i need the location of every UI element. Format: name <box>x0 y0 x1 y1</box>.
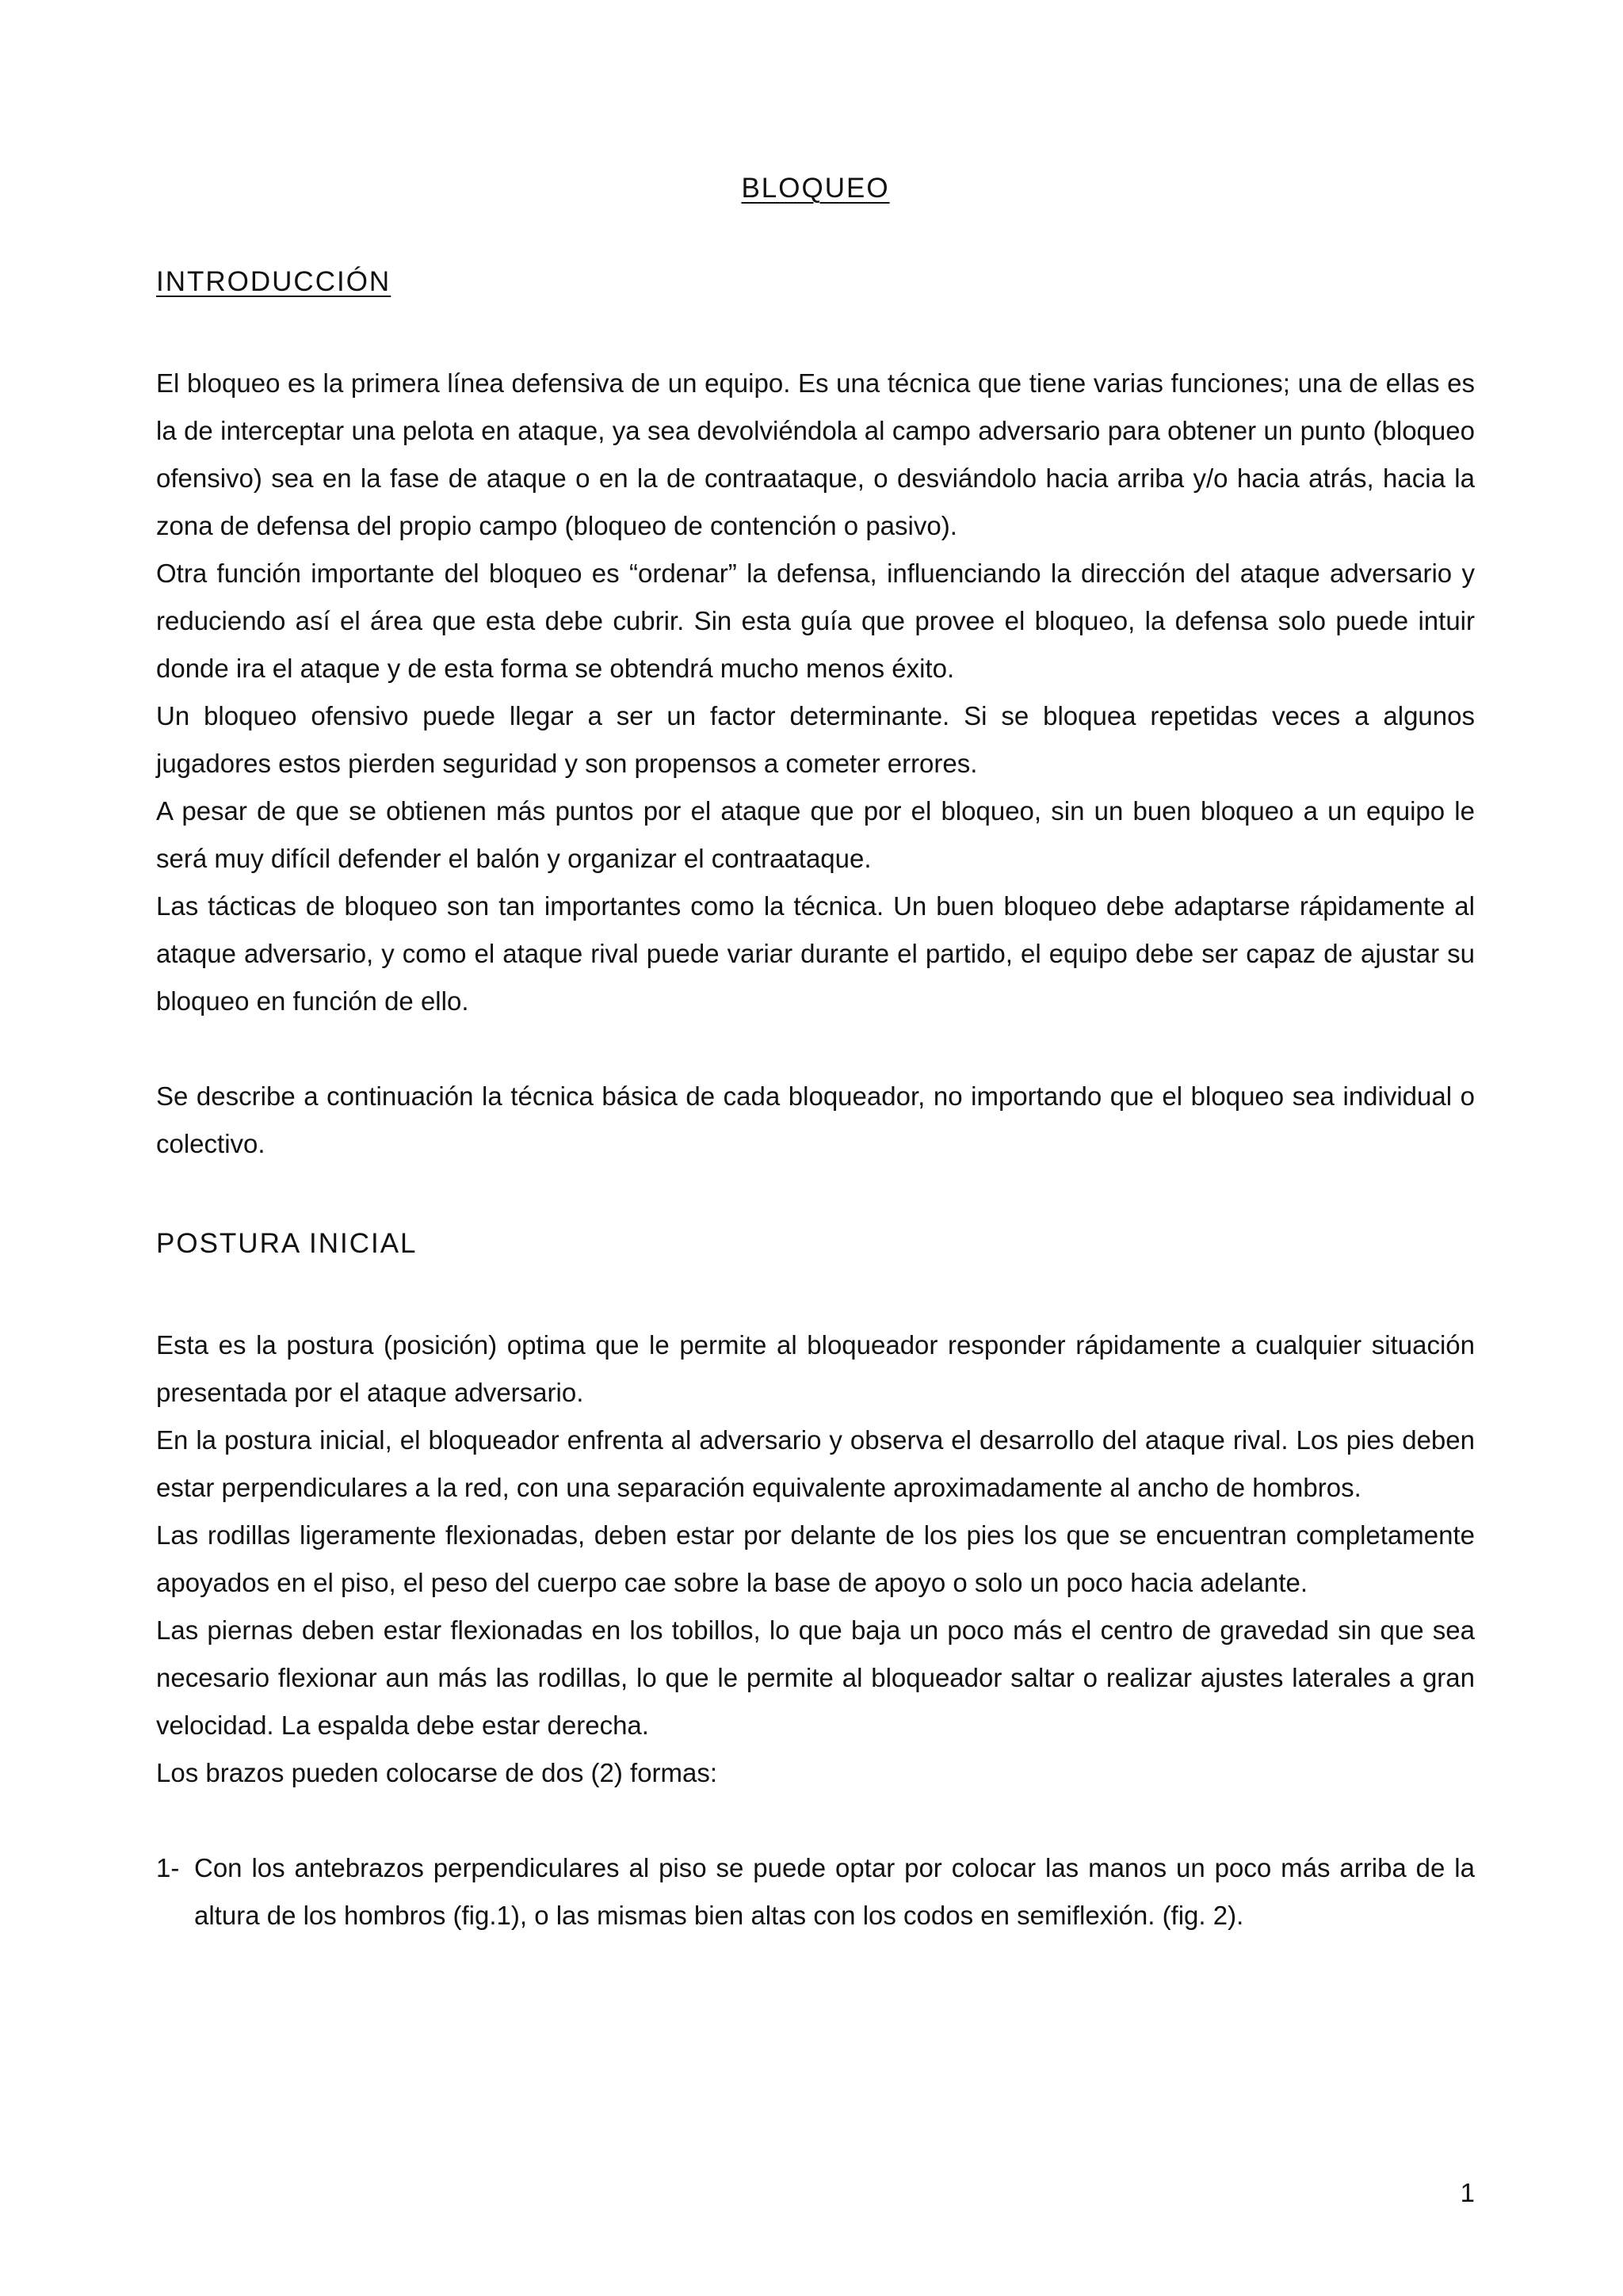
postura-paragraph-3: Las rodillas ligeramente flexionadas, deben estar por delante de los pies los que se encuentran completamente apoyados en el piso, el peso del cuerpo cae sobre la base de apoyo o solo un poco hacia adelante. <box>156 1520 1475 1597</box>
postura-paragraph-5: Los brazos pueden colocarse de dos (2) formas: <box>156 1758 718 1787</box>
postura-paragraph-4: Las piernas deben estar flexionadas en los tobillos, lo que baja un poco más el centro de gravedad sin que sea necesario flexionar aun más las rodillas, lo que le permite al bloqueador saltar o realizar ajustes laterales a gran velocidad. La espalda debe estar derecha. <box>156 1615 1475 1740</box>
document-title: BLOQUEO <box>741 173 890 204</box>
intro-paragraph-4: A pesar de que se obtienen más puntos por el ataque que por el bloqueo, sin un buen bloqueo a un equipo le será muy difícil defender el balón y organizar el contraataque. <box>156 796 1475 873</box>
postura-paragraph-1: Esta es la postura (posición) optima que le permite al bloqueador responder rápidamente a cualquier situación presentada por el ataque adversario. <box>156 1330 1475 1407</box>
intro-paragraph-2: Otra función importante del bloqueo es “ordenar” la defensa, influenciando la dirección del ataque adversario y reduciendo así el área que esta debe cubrir. Sin esta guía que provee el bloqueo, la defensa solo puede intuir donde ira el ataque y de esta forma se obtendrá mucho menos éxito. <box>156 559 1475 683</box>
list-item-text: Con los antebrazos perpendiculares al piso se puede optar por colocar las manos un poco más arriba de la altura de los hombros (fig.1), o las mismas bien altas con los codos en semiflexión. (fig. 2). <box>194 1853 1475 1930</box>
postura-paragraph-2: En la postura inicial, el bloqueador enfrenta al adversario y observa el desarrollo del ataque rival. Los pies deben estar perpendiculares a la red, con una separación equivalente aproximadamente al ancho de hombros. <box>156 1425 1475 1502</box>
section-heading-postura-inicial: POSTURA INICIAL <box>156 1228 418 1259</box>
section-heading-introduccion: INTRODUCCIÓN <box>156 266 391 297</box>
intro-paragraph-6: Se describe a continuación la técnica básica de cada bloqueador, no importando que el bloqueo sea individual o colectivo. <box>156 1081 1475 1158</box>
page-content <box>156 171 1475 1939</box>
page-number: 1 <box>1460 2178 1475 2207</box>
intro-paragraph-5: Las tácticas de bloqueo son tan importantes como la técnica. Un buen bloqueo debe adaptarse rápidamente al ataque adversario, y como el ataque rival puede variar durante el partido, el equipo debe ser capaz de ajustar su bloqueo en función de ello. <box>156 891 1475 1016</box>
intro-paragraph-1: El bloqueo es la primera línea defensiva de un equipo. Es una técnica que tiene varias funciones; una de ellas es la de interceptar una pelota en ataque, ya sea devolviéndola al campo adversario para obtener un punto (bloqueo ofensivo) sea en la fase de ataque o en la de contraataque, o desviándolo hacia arriba y/o hacia atrás, hacia la zona de defensa del propio campo (bloqueo de contención o pasivo). <box>156 368 1475 540</box>
list-item-number: 1- <box>156 1853 180 1882</box>
list-item <box>156 1844 1475 1939</box>
intro-paragraph-3: Un bloqueo ofensivo puede llegar a ser un factor determinante. Si se bloquea repetidas veces a algunos jugadores estos pierden seguridad y son propensos a cometer errores. <box>156 701 1475 778</box>
